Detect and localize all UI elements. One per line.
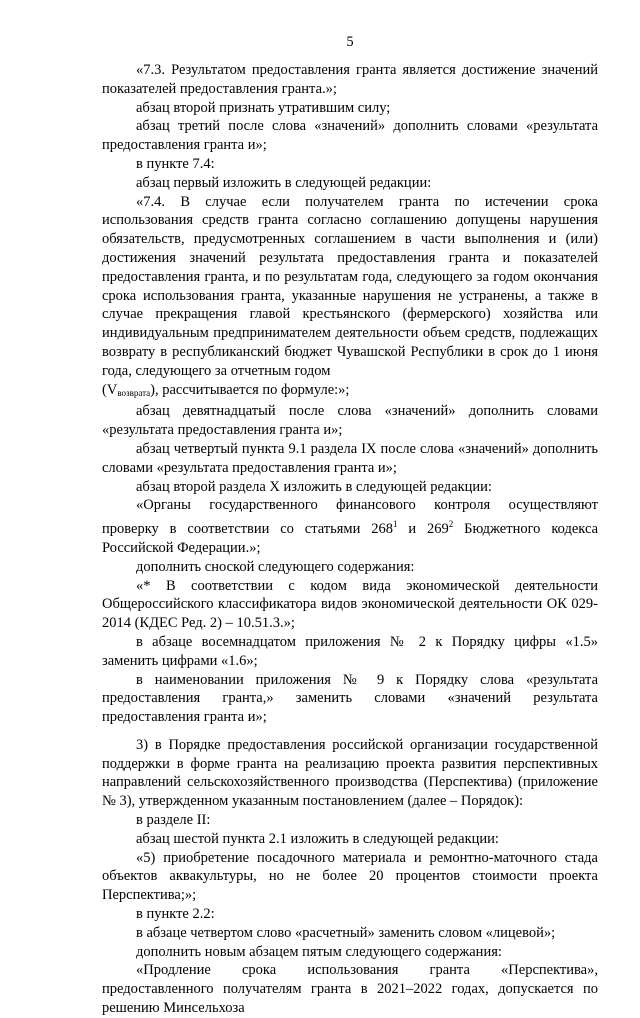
paragraph-appendix-9: в наименовании приложения № 9 к Порядку слова «результата предоставления гранта,» заменить словами «значений результата предоставления гранта и»; — [102, 671, 598, 726]
formula-v-symbol: V — [106, 381, 118, 398]
paragraph-fifth-add: дополнить новым абзацем пятым следующего содержания: — [136, 943, 502, 960]
paragraph-first-edition: абзац первый изложить в следующей редакции: — [136, 174, 432, 191]
paragraph-nineteenth: абзац девятнадцатый после слова «значений» дополнить словами «результата предоставления гранта и»; — [102, 403, 598, 439]
paragraph-appendix-2: в абзаце восемнадцатом приложения № 2 к Порядку цифры «1.5» заменить цифрами «1.6»; — [102, 633, 598, 669]
paragraph-third-amend: абзац третий после слова «значений» дополнить словами «результата предоставления гранта и»; — [102, 118, 598, 154]
paragraph-7-3: «7.3. Результатом предоставления гранта является достижение значений показателей предоставления гранта.»; — [102, 62, 598, 97]
formula-v-subscript: возврата — [117, 387, 151, 398]
paragraph-repeal-second: абзац второй признать утратившим силу; — [136, 99, 391, 116]
paragraph-formula: $(V_{возврата})$, рассчитывается по формуле:»; — [102, 381, 350, 398]
paragraph-section-x: абзац второй раздела X изложить в следующей редакции: — [136, 478, 492, 495]
paragraph-fourth-amend: в абзаце четвертом слово «расчетный» заменить словом «лицевой»; — [136, 924, 556, 941]
paragraph-point-7-4: в пункте 7.4: — [136, 155, 215, 172]
paragraph-2-1: абзац шестой пункта 2.1 изложить в следующей редакции: — [136, 830, 499, 847]
control-text-after: Бюджетного кодекса Российской Федерации.»; — [102, 521, 598, 556]
control-text-mid: и 269 — [397, 521, 449, 538]
superscript-2: 2 — [448, 519, 454, 530]
paragraph-section-ii: в разделе II: — [136, 812, 211, 829]
control-text-before: «Органы государственного финансового контроля осуществляют проверку в соответствии со статьями 268 — [102, 497, 598, 538]
page-number: 5 — [346, 34, 354, 50]
paragraph-item-3: 3) в Порядке предоставления российской организации государственной поддержки в форме гранта на реализацию проекта развития перспективных направлений сельскохозяйственного производства (Перспектива) (приложение № 3), утвержденном указанным постановлением (далее – Порядок): — [102, 736, 598, 810]
paragraph-control-bodies — [102, 496, 598, 557]
paragraph-9-1: абзац четвертый пункта 9.1 раздела IX после слова «значений» дополнить словами «результата предоставления гранта и»; — [102, 440, 598, 476]
paragraph-footnote-add: дополнить сноской следующего содержания: — [136, 558, 415, 575]
formula-text: ), рассчитывается по формуле:»; — [150, 381, 350, 398]
paragraph-extension: «Продление срока использования гранта «Перспектива», предоставленного получателям гранта в 2021–2022 годах, допускается по решению Минсельхоза — [102, 962, 598, 1017]
paragraph-item-5: «5) приобретение посадочного материала и ремонтно-маточного стада объектов аквакультуры, но не более 20 процентов стоимости проекта Перспектива;»; — [102, 849, 598, 904]
paragraph-7-4-text: «7.4. В случае если получателем гранта по истечении срока использования средств гранта согласно соглашению допущены нарушения обязательств, предусмотренных соглашением в части выполнения и (или) достижения значений результата предоставления гранта и показателей предоставления гранта, и по результатам года, следующего за годом окончания срока использования гранта, указанные нарушения не устранены, а также в случае прекращения главой крестьянского (фермерского) хозяйства или индивидуальным предпринимателем деятельности объем средств, подлежащих возврату в республиканский бюджет Чувашской Республики в срок до 1 июня года, следующего за отчетным годом — [102, 193, 598, 379]
paragraph-point-2-2: в пункте 2.2: — [136, 906, 215, 923]
paragraph-footnote: «* В соответствии с кодом вида экономической деятельности Общероссийского классификатора видов экономической деятельности ОК 029-2014 (КДЕС Ред. 2) – 10.51.3.»; — [102, 577, 598, 632]
superscript-1: 1 — [393, 519, 398, 530]
